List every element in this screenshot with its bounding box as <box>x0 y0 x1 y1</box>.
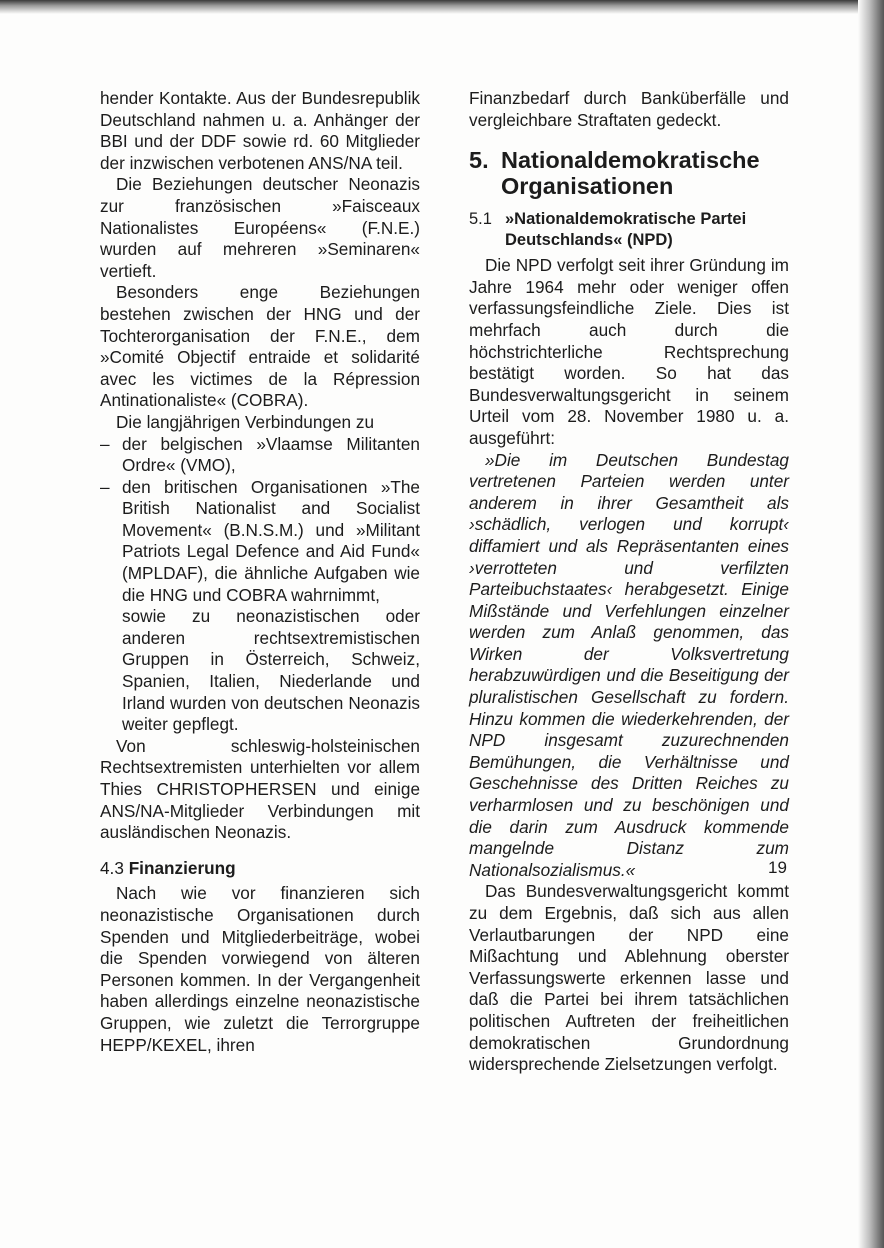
right-column <box>469 88 789 1076</box>
paragraph: Von schleswig-holsteinischen Rechtsextremisten unterhielten vor allem Thies CHRISTOPHERSEN und einige ANS/NA-Mitglieder Verbindungen mit ausländischen Neonazis. <box>100 735 420 843</box>
page-number: 19 <box>768 858 787 877</box>
dash-list-item <box>100 434 420 477</box>
dash-item-text: den britischen Organisationen »The British Nationalist and Socialist Movement« (B.N.S.M.) und »Militant Patriots Legal Defence and Aid Fund« (MPLDAF), die ähnliche Aufgaben wie die HNG und COBRA wahrnimmt, <box>122 476 420 605</box>
chapter-number: 5. <box>469 147 489 174</box>
scan-edge-top <box>0 0 884 14</box>
paragraph: Die NPD verfolgt seit ihrer Gründung im Jahre 1964 mehr oder weniger offen verfassungsfeindliche Ziele. Dies ist mehrfach auch durch die höchstrichterliche Rechtsprechung bestätigt worden. So hat das Bundesverwaltungsgericht in seinem Urteil vom 28. November 1980 u. a. ausgeführt: <box>469 255 789 448</box>
paragraph: Das Bundesverwaltungsgericht kommt zu dem Ergebnis, daß sich aus allen Verlautbarungen der NPD eine Mißachtung und Ablehnung oberster Verfassungswerte erkennen lasse und daß die Partei bei ihrem tatsächlichen politischen Auftreten der freiheitlichen demokratischen Grundordnung widersprechende Zielsetzungen verfolgt. <box>469 881 789 1075</box>
court-quote: »Die im Deutschen Bundestag vertretenen Parteien werden unter anderem in ihrer Gesamtheit als ›schädlich, verlogen und korrupt‹ diffamiert und als Repräsentanten eines ›verrotteten und verfilzten Parteibuchstaates‹ herabgesetzt. Einige Mißstände und Verfehlungen einzelner werden zum Anlaß genommen, das Wirken der Volksvertretung herabzuwürdigen und die Beseitigung der pluralistischen Gesellschaft zu fordern. Hinzu kommen die wiederkehrenden, der NPD insgesamt zuzurechnenden Bemühungen, die Verhältnisse und Geschehnisse des Dritten Reiches zu verharmlosen und zu beschönigen und die darin zum Ausdruck kommende mangelnde Distanz zum Nationalsozialismus.« <box>469 449 789 880</box>
chapter-title: Nationaldemokratische Organisationen <box>501 147 760 200</box>
paragraph: sowie zu neonazistischen oder anderen rechtsextremistischen Gruppen in Österreich, Schweiz, Spanien, Italien, Niederlande und Irland wurden von deutschen Neonazis weiter gepflegt. <box>122 606 420 735</box>
paragraph: Finanzbedarf durch Banküberfälle und vergleichbare Straftaten gedeckt. <box>469 88 789 130</box>
dash-list-item <box>100 477 420 607</box>
scan-edge-right <box>858 0 884 1248</box>
section-heading-4-3 <box>100 858 420 880</box>
paragraph: Besonders enge Beziehungen bestehen zwischen der HNG und der Tochterorganisation der F.N.E., dem »Comité Objectif entraide et solidarité avec les victimes de la Répression Antinationaliste« (COBRA). <box>100 282 420 411</box>
section-title: »Nationaldemokratische Partei Deutschlands« (NPD) <box>505 210 747 250</box>
paragraph: Die langjährigen Verbindungen zu <box>116 411 375 432</box>
paragraph: hender Kontakte. Aus der Bundesrepublik Deutschland nahmen u. a. Anhänger der BBI und der DDF sowie rd. 60 Mitglieder der inzwischen verbotenen ANS/NA teil. <box>100 88 420 173</box>
dash-item-text: der belgischen »Vlaamse Militanten Ordre« (VMO), <box>122 433 420 476</box>
dash-marker: – <box>100 433 110 454</box>
left-column <box>100 88 420 1056</box>
dash-marker: – <box>100 476 110 497</box>
chapter-heading-5 <box>469 147 789 199</box>
section-title: Finanzierung <box>128 857 236 878</box>
paragraph: Die Beziehungen deutscher Neonazis zur französischen »Faisceaux Nationalistes Européens« (F.N.E.) wurden auf mehreren »Seminaren« vertieft. <box>100 174 420 281</box>
section-heading-5-1 <box>469 209 789 251</box>
section-number: 5.1 <box>469 210 492 229</box>
section-number: 4.3 <box>100 857 124 878</box>
paragraph: Nach wie vor finanzieren sich neonazistische Organisationen durch Spenden und Mitgliederbeiträge, wobei die Spenden vorwiegend von älteren Personen kommen. In der Vergangenheit haben allerdings einzelne neonazistische Gruppen, wie zuletzt die Terrorgruppe HEPP/KEXEL, ihren <box>100 883 420 1055</box>
